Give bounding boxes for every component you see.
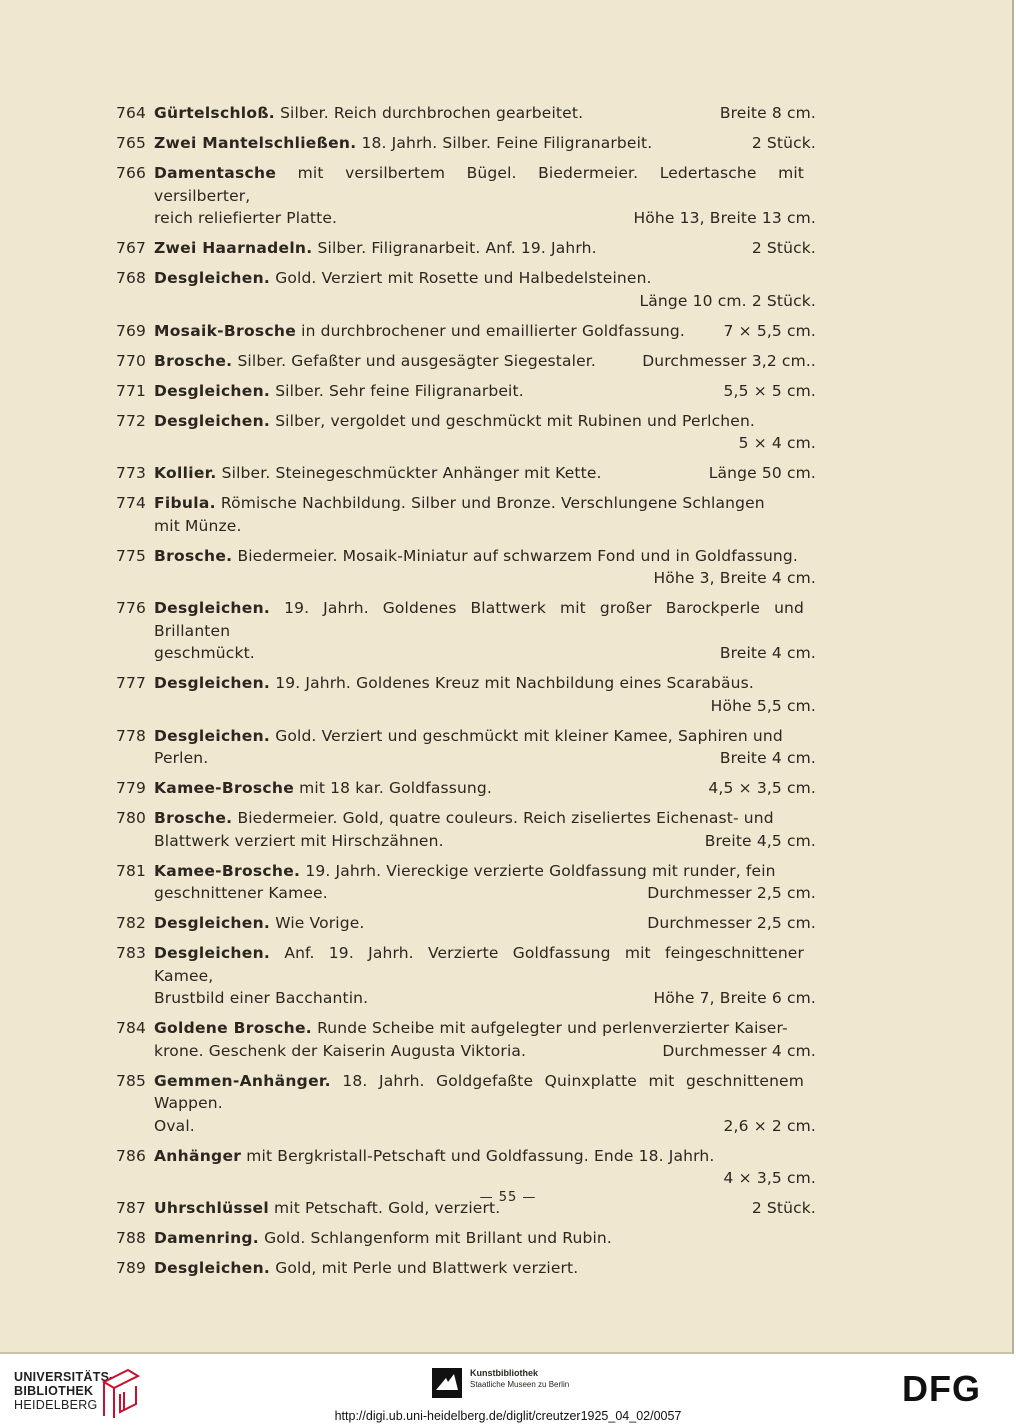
entry-number: 776 — [116, 599, 147, 617]
entry-title: Desgleichen. — [154, 599, 271, 617]
entry-line — [154, 672, 816, 695]
entry-line-text — [154, 942, 804, 987]
entry-line-text — [154, 1017, 788, 1040]
entry-body — [154, 1145, 816, 1190]
entry-line — [154, 747, 816, 770]
catalogue-entry — [116, 492, 816, 537]
entry-measurement: Durchmesser 2,5 cm. — [647, 914, 816, 932]
entry-line-text — [154, 830, 444, 853]
entry-body — [154, 492, 816, 537]
entry-number: 764 — [116, 104, 147, 122]
entry-description: Römische Nachbildung. Silber und Bronze. Verschlungene Schlangen — [220, 494, 765, 512]
entry-description: 19. Jahrh. Viereckige verzierte Goldfassung mit runder, fein — [305, 861, 776, 880]
entry-body — [154, 1070, 816, 1138]
entry-measurement: Durchmesser 2,5 cm. — [647, 884, 816, 902]
entry-body — [154, 860, 816, 905]
entry-measurement: 5,5 × 5 cm. — [723, 381, 816, 400]
entry-description: 19. Jahrh. Goldenes Kreuz mit Nachbildung eines Scarabäus. — [275, 674, 754, 692]
entry-description: Anf. 19. Jahrh. Verzierte Goldfassung mit feingeschnittener Kamee, — [154, 944, 804, 985]
entry-description: 19. Jahrh. Goldenes Blattwerk mit großer Barockperle und Brillanten — [154, 599, 805, 640]
entry-title: Goldene Brosche. — [154, 1019, 312, 1037]
entry-line-text — [154, 380, 524, 403]
catalogue-entry — [116, 672, 816, 717]
entry-line-text — [154, 462, 602, 485]
entry-description: Brustbild einer Bacchantin. — [154, 989, 369, 1007]
entry-body — [154, 1227, 816, 1250]
entry-measurement: Höhe 13, Breite 13 cm. — [633, 209, 816, 227]
entry-line-text — [154, 672, 754, 695]
entry-title: Desgleichen. — [154, 674, 271, 692]
entry-line — [154, 207, 816, 230]
entry-title: Damenring. — [154, 1229, 259, 1247]
entry-number: 767 — [116, 239, 147, 257]
catalogue-entry — [116, 860, 816, 905]
entry-measurement: 2 Stück. — [751, 1199, 816, 1217]
entry-line — [154, 1167, 816, 1190]
entry-title: Damentasche — [154, 164, 277, 182]
entry-title: Fibula. — [154, 494, 216, 512]
entry-description: Silber. Steinegeschmückter Anhänger mit Kette. — [221, 464, 602, 482]
entry-line — [154, 237, 816, 260]
entry-measurement: 2,6 × 2 cm. — [723, 1116, 816, 1135]
entry-description: Silber, vergoldet und geschmückt mit Rubinen und Perlchen. — [275, 411, 756, 430]
entry-description: mit Petschaft. Gold, verziert. — [274, 1199, 501, 1217]
entry-description: Runde Scheibe mit aufgelegter und perlenverzierter Kaiser- — [317, 1019, 788, 1037]
entry-title: Uhrschlüssel — [154, 1199, 269, 1217]
entry-line — [154, 492, 816, 515]
entry-description: Gold. Schlangenform mit Brillant und Rubin. — [264, 1229, 612, 1247]
kunstbibliothek-subtitle: Staatliche Museen zu Berlin — [470, 1380, 570, 1389]
page-number: — 55 — — [479, 1190, 537, 1205]
entry-measurement: 4 × 3,5 cm. — [723, 1169, 816, 1187]
catalogue-entries — [116, 102, 816, 1287]
entry-line-text — [154, 1227, 612, 1250]
entry-title: Gürtelschloß. — [154, 104, 275, 122]
entry-line — [154, 830, 816, 853]
entry-body — [154, 725, 816, 770]
entry-line-text — [154, 1145, 714, 1168]
entry-body — [154, 672, 816, 717]
entry-title: Desgleichen. — [154, 269, 271, 287]
entry-number: 768 — [116, 269, 147, 287]
entry-line-text — [154, 1115, 195, 1138]
entry-line-text — [154, 642, 255, 665]
entry-line — [154, 987, 816, 1010]
catalogue-entry — [116, 462, 816, 485]
entry-line — [154, 912, 816, 935]
kunstbibliothek-logo[interactable] — [432, 1368, 570, 1403]
catalogue-entry — [116, 1227, 816, 1250]
entry-number: 772 — [116, 411, 147, 430]
entry-line-text — [154, 1040, 526, 1063]
entry-measurement: 2 Stück. — [751, 134, 816, 152]
entry-number: 785 — [116, 1071, 147, 1090]
entry-line-text — [154, 725, 783, 748]
catalogue-entry — [116, 162, 816, 230]
entry-title: Desgleichen. — [154, 944, 271, 962]
entry-body — [154, 912, 816, 935]
entry-line — [154, 567, 816, 590]
entry-number: 789 — [116, 1259, 147, 1277]
entry-title: Gemmen-Anhänger. — [154, 1071, 331, 1090]
entry-title: Desgleichen. — [154, 381, 271, 400]
entry-line-text — [154, 162, 804, 207]
entry-line-text — [154, 912, 364, 935]
entry-description: reich reliefierter Platte. — [154, 209, 338, 227]
entry-body — [154, 1017, 816, 1062]
entry-number: 778 — [116, 726, 147, 745]
catalogue-entry — [116, 237, 816, 260]
entry-description: Biedermeier. Mosaik-Miniatur auf schwarzem Fond und in Goldfassung. — [237, 546, 798, 565]
entry-body — [154, 162, 816, 230]
catalogue-entry — [116, 410, 816, 455]
catalogue-entry — [116, 1145, 816, 1190]
entry-line — [154, 882, 816, 905]
entry-line-text — [154, 545, 798, 568]
entry-title: Brosche. — [154, 351, 233, 370]
entry-number: 784 — [116, 1019, 147, 1037]
entry-line-text — [154, 102, 583, 125]
entry-title: Desgleichen. — [154, 914, 271, 932]
entry-number: 769 — [116, 321, 147, 340]
entry-description: Wie Vorige. — [275, 914, 365, 932]
entry-line — [154, 432, 816, 455]
library-name-line3: HEIDELBERG — [14, 1398, 98, 1412]
entry-line — [154, 515, 816, 538]
entry-line — [154, 132, 816, 155]
library-name-line2: BIBLIOTHEK — [14, 1384, 94, 1398]
entry-line — [154, 102, 816, 125]
entry-description: Gold. Verziert und geschmückt mit kleiner Kamee, Saphiren und — [275, 726, 783, 745]
entry-line — [154, 642, 816, 665]
entry-body — [154, 545, 816, 590]
entry-number: 782 — [116, 914, 147, 932]
entry-description: Blattwerk verziert mit Hirschzähnen. — [154, 831, 444, 850]
entry-line-text — [154, 237, 597, 260]
entry-title: Zwei Haarnadeln. — [154, 239, 313, 257]
entry-line-text — [154, 207, 337, 230]
catalogue-entry — [116, 807, 816, 852]
entry-line — [154, 1070, 816, 1115]
catalogue-entry — [116, 1257, 816, 1280]
entry-title: Desgleichen. — [154, 411, 271, 430]
entry-line-text — [154, 350, 596, 373]
entry-body — [154, 462, 816, 485]
entry-measurement: Höhe 7, Breite 6 cm. — [653, 989, 816, 1007]
entry-number: 783 — [116, 944, 147, 962]
catalogue-entry — [116, 132, 816, 155]
entry-body — [154, 597, 816, 665]
entry-measurement: Länge 10 cm. 2 Stück. — [639, 291, 816, 310]
entry-number: 777 — [116, 674, 147, 692]
catalogue-entry — [116, 267, 816, 312]
entry-line — [154, 545, 816, 568]
entry-title: Mosaik-Brosche — [154, 321, 297, 340]
entry-title: Desgleichen. — [154, 726, 271, 745]
entry-body — [154, 1257, 816, 1280]
entry-description: 18. Jahrh. Goldgefaßte Quinxplatte mit geschnittenem Wappen. — [154, 1071, 804, 1112]
catalogue-entry — [116, 912, 816, 935]
catalogue-entry — [116, 102, 816, 125]
entry-description: mit Bergkristall-Petschaft und Goldfassung. Ende 18. Jahrh. — [246, 1146, 715, 1165]
catalogue-entry — [116, 777, 816, 800]
entry-line — [154, 807, 816, 830]
catalogue-entry — [116, 597, 816, 665]
entry-description: Biedermeier. Gold, quatre couleurs. Reich ziseliertes Eichenast- und — [237, 809, 774, 827]
entry-line-text — [154, 597, 804, 642]
entry-body — [154, 942, 816, 1010]
entry-line — [154, 350, 816, 373]
entry-line-text — [154, 1070, 804, 1115]
entry-description: Silber. Sehr feine Filigranarbeit. — [275, 381, 524, 400]
entry-number: 787 — [116, 1199, 147, 1217]
catalogue-entry — [116, 1017, 816, 1062]
entry-measurement: 2 Stück. — [751, 239, 816, 257]
catalogue-entry — [116, 350, 816, 373]
entry-title: Kamee-Brosche — [154, 779, 295, 797]
entry-line — [154, 320, 816, 343]
permalink-url[interactable]: http://digi.ub.uni-heidelberg.de/diglit/creutzer1925_04_02/0057 — [334, 1409, 682, 1423]
entry-measurement: Höhe 5,5 cm. — [710, 696, 816, 715]
entry-description: mit 18 kar. Goldfassung. — [299, 779, 492, 797]
entry-number: 774 — [116, 494, 147, 512]
entry-line — [154, 162, 816, 207]
entry-title: Kollier. — [154, 464, 217, 482]
entry-line — [154, 942, 816, 987]
entry-number: 786 — [116, 1146, 147, 1165]
entry-body — [154, 350, 816, 373]
entry-line — [154, 1115, 816, 1138]
entry-title: Brosche. — [154, 546, 233, 565]
entry-description: geschnittener Kamee. — [154, 884, 328, 902]
entry-title: Brosche. — [154, 809, 233, 827]
entry-body — [154, 102, 816, 125]
entry-line-text — [154, 320, 685, 343]
entry-line-text — [154, 777, 492, 800]
entry-description: mit Münze. — [154, 516, 242, 535]
entry-line — [154, 290, 816, 313]
entry-title: Zwei Mantelschließen. — [154, 134, 357, 152]
entry-line-text — [154, 410, 755, 433]
entry-line-text — [154, 515, 242, 538]
entry-description: 18. Jahrh. Silber. Feine Filigranarbeit. — [361, 134, 653, 152]
entry-measurement: Durchmesser 4 cm. — [662, 1041, 816, 1060]
entry-number: 781 — [116, 861, 147, 880]
entry-line-text — [154, 807, 774, 830]
entry-body — [154, 380, 816, 403]
entry-line — [154, 410, 816, 433]
entry-line-text — [154, 987, 368, 1010]
entry-body — [154, 267, 816, 312]
entry-number: 765 — [116, 134, 147, 152]
entry-line — [154, 597, 816, 642]
entry-number: 788 — [116, 1229, 147, 1247]
entry-line — [154, 380, 816, 403]
entry-measurement: Breite 4 cm. — [719, 749, 816, 767]
entry-body — [154, 410, 816, 455]
entry-measurement: Breite 4 cm. — [719, 644, 816, 662]
dfg-logo[interactable]: DFG — [902, 1368, 981, 1409]
entry-measurement: 7 × 5,5 cm. — [723, 321, 816, 340]
entry-description: Perlen. — [154, 749, 209, 767]
entry-body — [154, 237, 816, 260]
catalogue-entry — [116, 725, 816, 770]
entry-line — [154, 725, 816, 748]
entry-line — [154, 1257, 816, 1280]
entry-line-text — [154, 1257, 578, 1280]
entry-measurement: Länge 50 cm. — [708, 464, 816, 482]
entry-line — [154, 777, 816, 800]
entry-description: in durchbrochener und emaillierter Goldfassung. — [301, 321, 685, 340]
entry-description: krone. Geschenk der Kaiserin Augusta Viktoria. — [154, 1041, 527, 1060]
entry-description: Gold. Verziert mit Rosette und Halbedelsteinen. — [275, 269, 652, 287]
entry-measurement: Durchmesser 3,2 cm.. — [642, 351, 816, 370]
entry-number: 773 — [116, 464, 147, 482]
entry-line — [154, 267, 816, 290]
catalogue-entry — [116, 320, 816, 343]
entry-number: 779 — [116, 779, 147, 797]
entry-description: geschmückt. — [154, 644, 255, 662]
entry-body — [154, 320, 816, 343]
entry-line-text — [154, 747, 208, 770]
entry-description: Oval. — [154, 1116, 195, 1135]
entry-body — [154, 777, 816, 800]
entry-line — [154, 695, 816, 718]
entry-measurement: Höhe 3, Breite 4 cm. — [653, 569, 816, 587]
entry-measurement: 4,5 × 3,5 cm. — [708, 779, 816, 797]
entry-line-text — [154, 492, 765, 515]
entry-line-text — [154, 860, 776, 883]
entry-line-text — [154, 132, 652, 155]
entry-line — [154, 1227, 816, 1250]
entry-measurement: 5 × 4 cm. — [738, 434, 816, 452]
entry-description: Silber. Gefaßter und ausgesägter Siegestaler. — [237, 351, 596, 370]
entry-number: 775 — [116, 546, 147, 565]
entry-measurement: Breite 8 cm. — [719, 104, 816, 122]
entry-line — [154, 1017, 816, 1040]
catalogue-entry — [116, 380, 816, 403]
catalogue-entry — [116, 1070, 816, 1138]
entry-title: Desgleichen. — [154, 1259, 271, 1277]
entry-line — [154, 1145, 816, 1168]
entry-line — [154, 1040, 816, 1063]
entry-line — [154, 860, 816, 883]
entry-number: 780 — [116, 809, 147, 827]
entry-description: mit versilbertem Bügel. Biedermeier. Ledertasche mit versilberter, — [154, 164, 805, 205]
entry-line-text — [154, 882, 328, 905]
entry-title: Kamee-Brosche. — [154, 861, 301, 880]
entry-title: Anhänger — [154, 1146, 242, 1165]
entry-measurement: Breite 4,5 cm. — [704, 831, 816, 850]
entry-description: Silber. Filigranarbeit. Anf. 19. Jahrh. — [317, 239, 597, 257]
entry-line — [154, 462, 816, 485]
entry-line-text — [154, 267, 652, 290]
kunstbibliothek-mark-icon — [432, 1368, 462, 1398]
entry-number: 771 — [116, 381, 147, 400]
entry-number: 766 — [116, 164, 147, 182]
entry-description: Silber. Reich durchbrochen gearbeitet. — [280, 104, 584, 122]
entry-description: Gold, mit Perle und Blattwerk verziert. — [275, 1259, 579, 1277]
footer-bar — [0, 1354, 1016, 1427]
kunstbibliothek-name: Kunstbibliothek — [470, 1368, 538, 1378]
library-name-line1: UNIVERSITÄTS- — [14, 1370, 114, 1384]
catalogue-entry — [116, 545, 816, 590]
entry-body — [154, 132, 816, 155]
entry-number: 770 — [116, 351, 147, 370]
catalogue-entry — [116, 942, 816, 1010]
entry-body — [154, 807, 816, 852]
